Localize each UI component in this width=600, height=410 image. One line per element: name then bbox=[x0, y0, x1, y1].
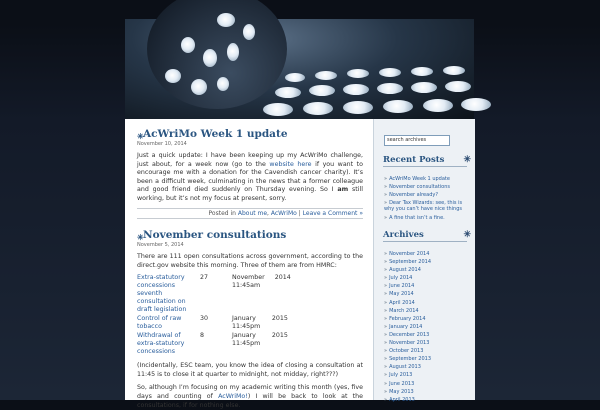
post-date: November 5, 2014 bbox=[137, 242, 184, 248]
post-date: November 10, 2014 bbox=[137, 141, 187, 147]
post-paragraph: There are 111 open consultations across government, according to the direct.gov website this morning. Three of them are from HMRC: bbox=[137, 253, 363, 269]
asterisk-icon: ✳ bbox=[463, 155, 471, 165]
close-day: 8 bbox=[200, 332, 205, 340]
category-link-about-me[interactable]: About me bbox=[237, 209, 268, 217]
acwrimo-link[interactable]: AcWriMo! bbox=[218, 392, 248, 400]
list-item[interactable]: » November 2013 bbox=[384, 340, 430, 347]
header-decor bbox=[343, 84, 369, 95]
header-decor bbox=[423, 99, 453, 112]
recent-posts-heading: Recent Posts ✳ bbox=[383, 155, 471, 165]
archives-heading: Archives ✳ bbox=[383, 230, 471, 240]
list-item[interactable]: » July 2014 bbox=[384, 275, 413, 282]
post-body bbox=[137, 152, 363, 204]
list-item[interactable]: » AcWriMo Week 1 update bbox=[384, 176, 450, 182]
category-link-acwrimo[interactable]: AcWriMo bbox=[270, 209, 297, 217]
header-decor bbox=[377, 83, 403, 94]
leave-comment-link[interactable]: Leave a Comment » bbox=[302, 209, 363, 217]
archives-list bbox=[384, 250, 470, 404]
post-title bbox=[137, 128, 363, 140]
header-decor bbox=[443, 66, 465, 75]
header-decor bbox=[243, 24, 255, 40]
list-item[interactable]: » November consultations bbox=[384, 184, 451, 191]
list-item[interactable]: » May 2014 bbox=[384, 291, 414, 298]
header-decor bbox=[343, 101, 373, 114]
meta-prefix: Posted in bbox=[208, 209, 238, 217]
list-item[interactable]: » April 2014 bbox=[384, 299, 415, 306]
header-decor bbox=[445, 81, 471, 92]
header-decor bbox=[191, 79, 207, 95]
list-item[interactable]: » August 2014 bbox=[384, 267, 421, 274]
main-content bbox=[125, 119, 369, 409]
post-november-consultations bbox=[137, 229, 363, 410]
list-item[interactable]: » September 2013 bbox=[384, 356, 432, 363]
header-decor bbox=[203, 49, 217, 67]
list-item[interactable]: » January 2014 bbox=[384, 323, 423, 330]
list-item[interactable]: » December 2013 bbox=[384, 331, 430, 338]
website-link[interactable]: website here bbox=[269, 160, 312, 168]
list-item[interactable]: » May 2013 bbox=[384, 388, 414, 395]
header-decor bbox=[263, 103, 293, 116]
post-acwrimo-week1 bbox=[137, 128, 363, 219]
post-body bbox=[137, 253, 363, 410]
consultations-table bbox=[137, 274, 293, 357]
post-paragraph bbox=[137, 384, 363, 410]
list-item[interactable]: » February 2014 bbox=[384, 315, 426, 322]
list-item[interactable]: » July 2013 bbox=[384, 372, 413, 379]
page-wrapper bbox=[125, 19, 474, 409]
header-decor bbox=[227, 43, 239, 61]
list-item[interactable]: » April 2013 bbox=[384, 396, 415, 403]
header-decor bbox=[315, 71, 337, 80]
table-row bbox=[137, 332, 293, 357]
close-day: 27 bbox=[200, 274, 209, 282]
meta-separator: | bbox=[296, 209, 303, 217]
asterisk-icon: ✳ bbox=[463, 230, 471, 240]
header-decor bbox=[303, 102, 333, 115]
header-decor bbox=[347, 69, 369, 78]
close-date: November 2014 11:45am bbox=[232, 274, 291, 290]
post-meta: Posted in About me, AcWriMo | Leave a Comment » bbox=[137, 208, 363, 219]
list-item[interactable]: » June 2014 bbox=[384, 283, 415, 290]
header-decor bbox=[383, 100, 413, 113]
header-decor bbox=[309, 85, 335, 96]
consultation-link[interactable]: Withdrawal of extra-statutory concessions bbox=[137, 332, 185, 356]
header-decor bbox=[275, 87, 301, 98]
list-item[interactable]: » October 2013 bbox=[384, 348, 424, 355]
header-decor bbox=[217, 77, 229, 91]
post-text: ) I will be back to look at the consultations, if for nothing else. bbox=[137, 392, 363, 409]
sidebar bbox=[373, 119, 475, 403]
post-text: still working, but it’s not my focus at present, sorry. bbox=[137, 186, 363, 202]
post-text: So, although I’m focusing on my academic writing this month (yes, five days and counting of bbox=[137, 384, 363, 400]
post-paragraph: (Incidentally, ESC team, you know the idea of closing a consultation at 11:45 is to close it at quarter to midnight, not midday, right???) bbox=[137, 362, 363, 378]
close-day: 30 bbox=[200, 315, 209, 323]
list-item[interactable]: » A fine that isn’t a fine. bbox=[384, 214, 445, 221]
close-date: January 2015 11:45pm bbox=[232, 315, 288, 331]
header-decor bbox=[217, 13, 235, 27]
header-decor bbox=[285, 73, 305, 82]
list-item[interactable]: » Dear Tax Wizards: see, this is why you can’t have nice things bbox=[384, 200, 463, 213]
title-bullet-icon: ✳ bbox=[137, 232, 144, 242]
recent-posts-list bbox=[384, 175, 470, 222]
list-item[interactable]: » August 2013 bbox=[384, 364, 421, 371]
post-paragraph bbox=[137, 152, 363, 204]
consultation-link[interactable]: Control of raw tobacco bbox=[137, 315, 182, 331]
emphasis-text: am bbox=[337, 186, 349, 194]
header-decor bbox=[411, 67, 433, 76]
table-row bbox=[137, 315, 293, 332]
list-item[interactable]: » September 2014 bbox=[384, 259, 432, 266]
header-decor bbox=[461, 98, 491, 111]
title-bullet-icon: ✳ bbox=[137, 131, 144, 141]
header-decor bbox=[411, 82, 437, 93]
post-text: if you want to encourage me with a donation for the Cavendish cancer charity). It’s been a difficult week, culminating in the news that a former colleague and good friend died suddenly on Thursday evening. So I bbox=[137, 160, 363, 194]
list-item[interactable]: » March 2014 bbox=[384, 307, 419, 314]
list-item[interactable]: » November already? bbox=[384, 192, 438, 199]
search-input[interactable]: search archives bbox=[384, 135, 450, 146]
post-text: Just a quick update: I have been keeping up my AcWriMo challenge, just about, for a week now (go to the bbox=[137, 152, 363, 168]
post-title bbox=[137, 229, 363, 241]
post-title-link[interactable]: AcWriMo Week 1 update bbox=[143, 128, 288, 140]
list-item[interactable]: » June 2013 bbox=[384, 380, 415, 387]
table-row bbox=[137, 274, 293, 315]
consultation-link[interactable]: Extra-statutory concessions seventh consultation on draft legislation bbox=[137, 274, 187, 314]
post-title-link[interactable]: November consultations bbox=[143, 229, 287, 241]
header-image[interactable] bbox=[125, 19, 474, 119]
header-decor bbox=[379, 68, 401, 77]
list-item[interactable]: » November 2014 bbox=[384, 251, 430, 257]
close-date: January 2015 11:45pm bbox=[232, 332, 288, 348]
header-decor bbox=[181, 37, 195, 53]
header-decor bbox=[165, 69, 181, 83]
